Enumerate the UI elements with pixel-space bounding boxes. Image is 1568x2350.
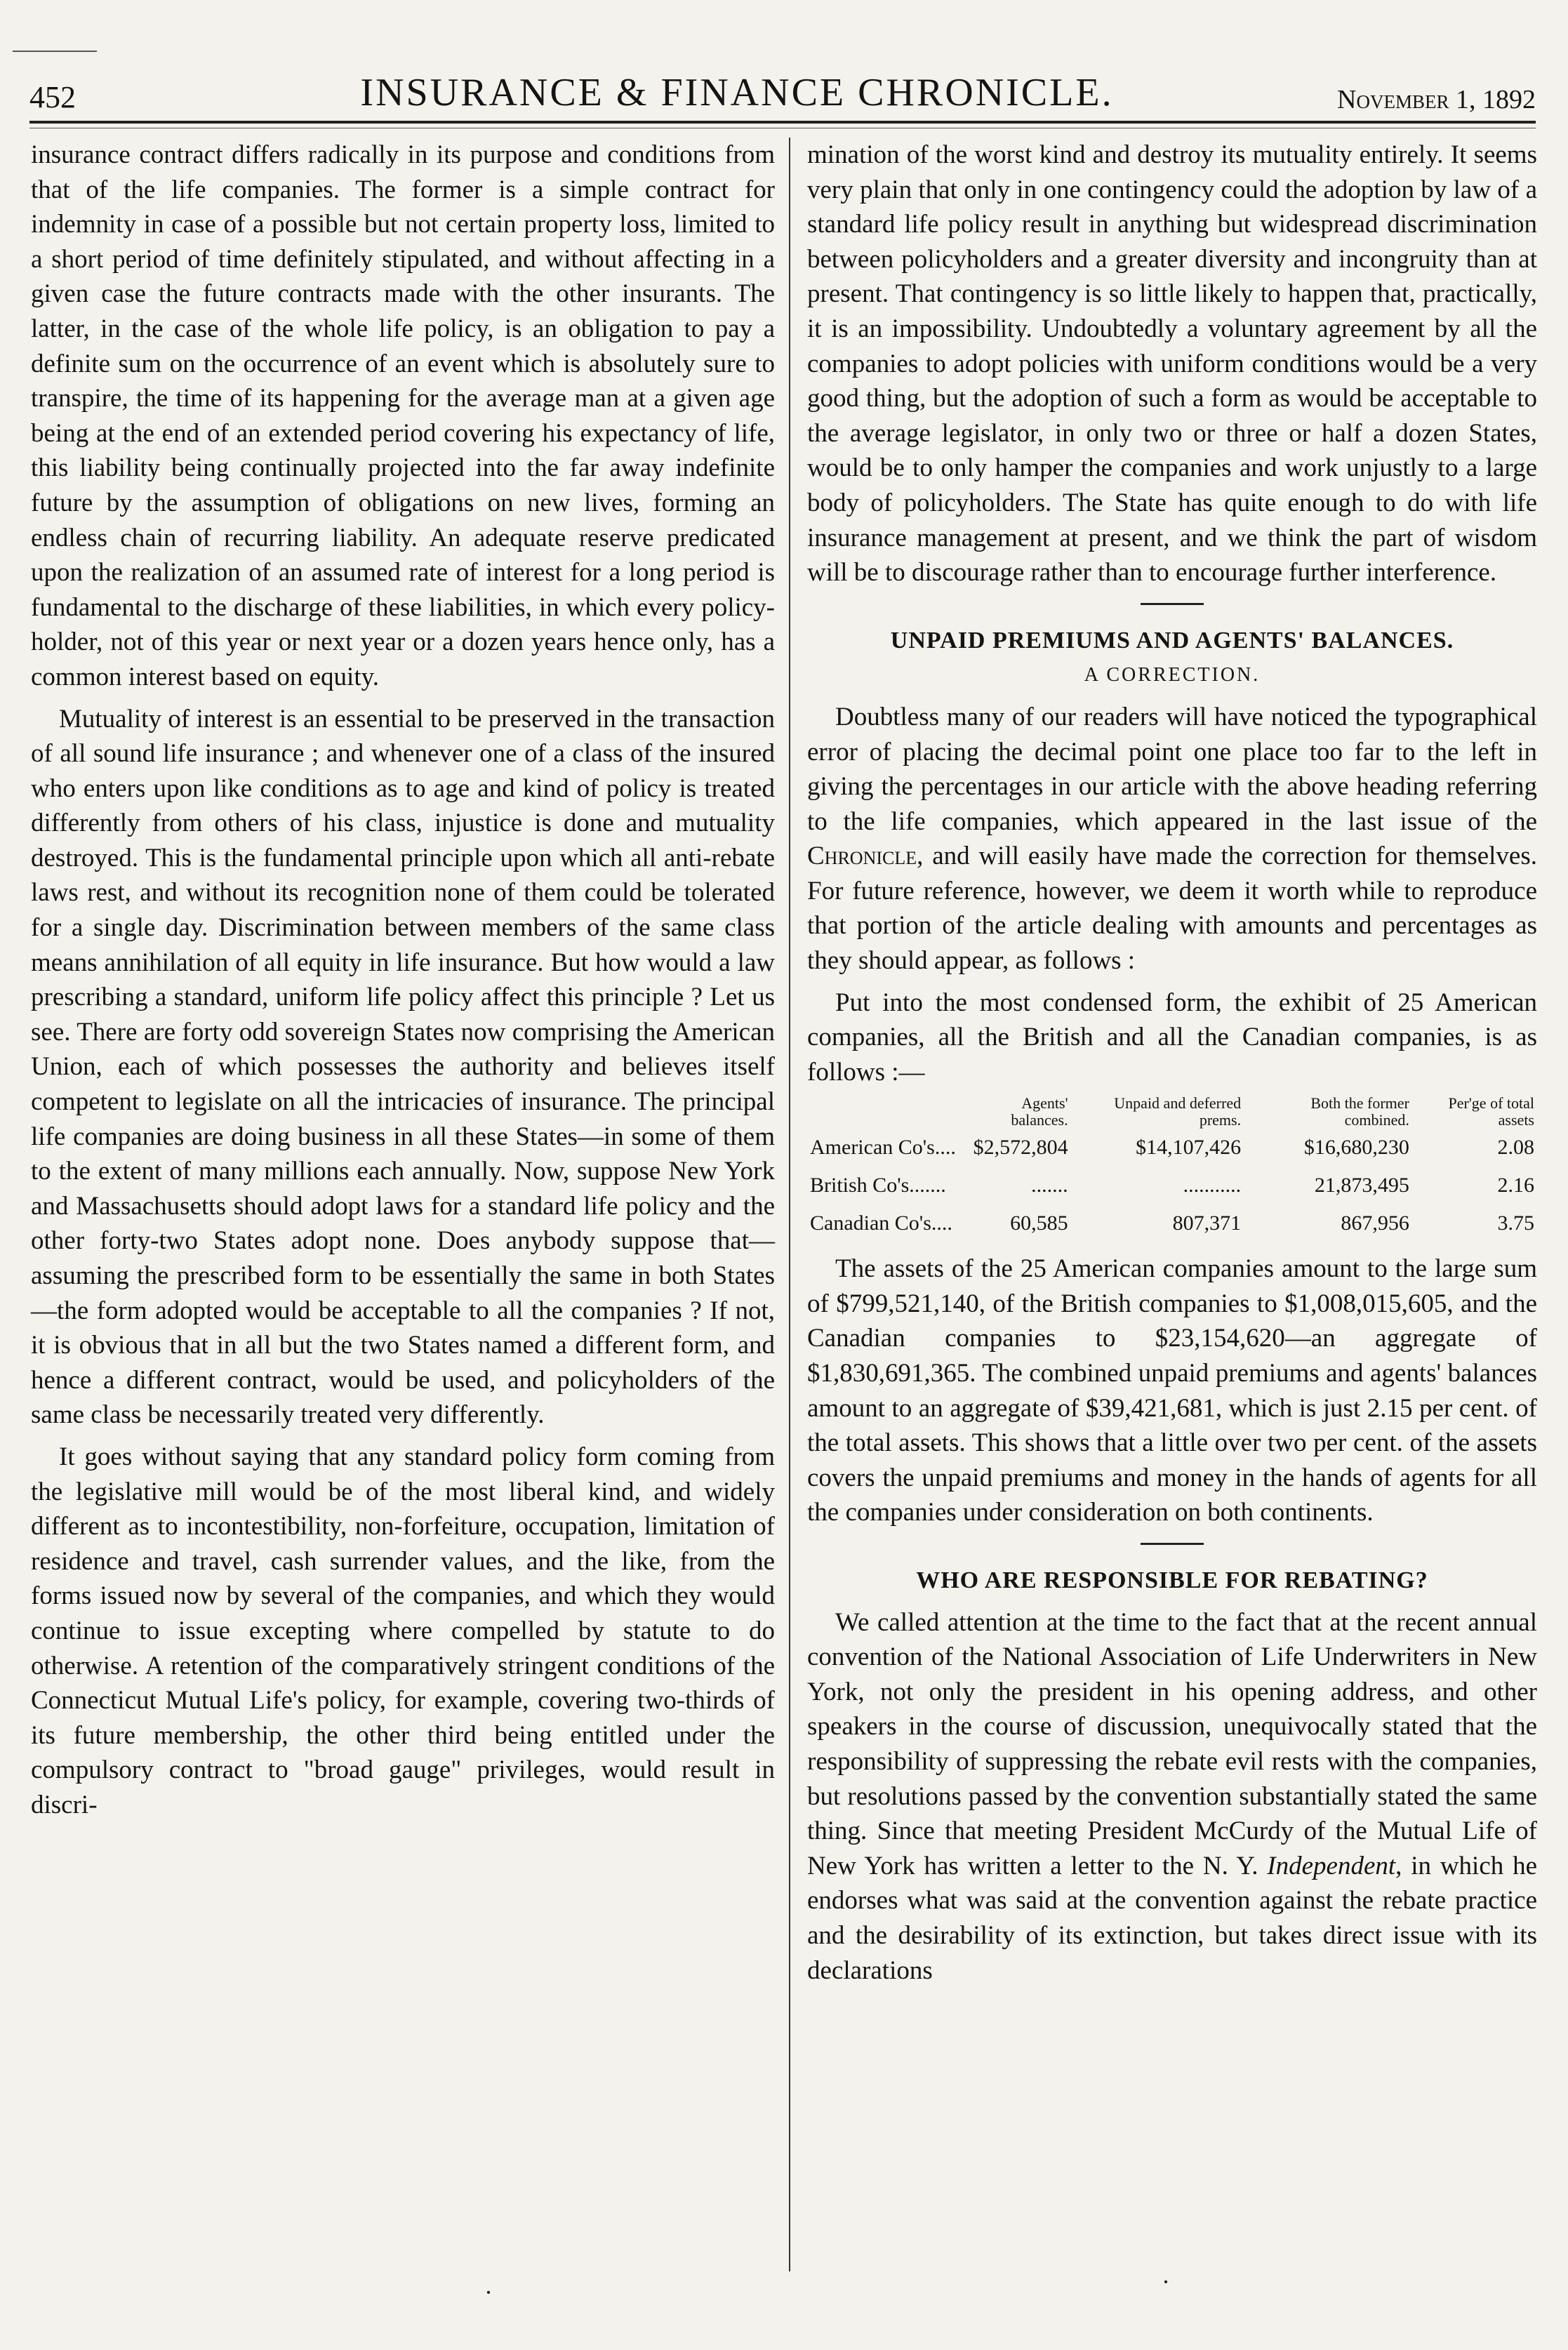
journal-title: INSURANCE & FINANCE CHRONICLE. — [360, 71, 1114, 114]
section-rule — [1141, 1543, 1204, 1545]
table-cell: 21,873,495 — [1314, 1174, 1409, 1197]
table-cell: $2,572,804 — [973, 1136, 1068, 1160]
table-header: Unpaid and deferred prems. — [1114, 1094, 1242, 1129]
table-cell: $16,680,230 — [1303, 1136, 1409, 1160]
top-edge-rule — [13, 51, 97, 52]
print-speck: · — [484, 2278, 493, 2306]
paragraph: It goes without saying that any standard policy form coming from the legislative mill would be of the most liberal kind, and widely different as to incontestibility, non-forfeiture, occupation, limitation of residence and travel, cash surrender values, and the like, from the forms issued now by several of the companies, and which they would continue to issue excepting where compelled by statute to do otherwise. A retention of the comparatively stringent conditions of the Connecticut Mutual Life's policy, for example, covering two-thirds of its future membership, the other third being entitled under the compulsory contract to "broad gauge" privileges, would result in discri- — [31, 1442, 775, 1819]
table-cell: 3.75 — [1497, 1211, 1534, 1235]
journal-name: Chronicle — [807, 842, 917, 871]
table-cell: 60,585 — [1010, 1211, 1068, 1235]
paragraph: insurance contract differs radically in its purpose and conditions from that of the life companies. The former is a simple contract for indemnity in case of a possible but not certain property loss, limited to a short period of time definitely stipulated, and without affecting in a given case the future contracts made with the other insurants. The latter, in the case of the whole life policy, is an obligation to pay a definite sum on the occurrence of an event which is absolutely sure to transpire, the time of its happening for the average man at a given age being at the end of an extended period covering his expectancy of life, this liability being continually projected into the far away indefinite future by the assumption of obligations on new lives, forming an endless chain of recurring liability. An adequate reserve predicated upon the realization of an assumed rate of interest for a long period is fundamental to the discharge of these liabilities, in which every policy-holder, not of this year or next year or a dozen years hence only, has a common interest based on equity. — [31, 140, 775, 691]
table-header — [807, 1095, 959, 1129]
paragraph: Put into the most condensed form, the exhibit of 25 American companies, all the British and all the Canadian companies, is as follows :— — [807, 988, 1537, 1087]
column-divider — [789, 138, 790, 2271]
header-rule-thick — [29, 121, 1536, 124]
section-subheading-correction: A CORRECTION. — [1084, 664, 1261, 686]
table-cell: 807,371 — [1172, 1211, 1242, 1235]
left-column — [31, 138, 775, 1823]
paragraph: The assets of the 25 American companies amount to the large sum of $799,521,140, of the British companies to $1,008,015,605, and the Canadian companies to $23,154,620—an aggregate of $1,830,691,365. The combined unpaid premiums and agents' balances amount to an aggregate of $39,421,681, which is just 2.15 per cent. of the total assets. This shows that a little over two per cent. of the assets covers the unpaid premiums and money in the hands of agents for all the companies under consideration on both continents. — [807, 1254, 1537, 1527]
table-row — [807, 1167, 1537, 1204]
table-cell: British Co's....... — [810, 1174, 946, 1197]
newspaper-name: Independent — [1267, 1851, 1396, 1880]
table-cell: $14,107,426 — [1136, 1136, 1242, 1160]
issue-date: November 1, 1892 — [1337, 85, 1536, 114]
table-header: Agents' balances. — [1011, 1094, 1068, 1129]
table-row — [807, 1204, 1537, 1242]
print-speck: · — [1162, 2268, 1170, 2296]
exhibit-table — [807, 1095, 1537, 1242]
table-cell: 2.16 — [1497, 1174, 1534, 1197]
table-cell: ........... — [1183, 1174, 1242, 1197]
page-header — [29, 59, 1536, 115]
paragraph-continuation: mination of the worst kind and destroy its mutuality entirely. It seems very plain that only in one contingency could the adoption by law of a standard life policy result in anything but widespread discrimination between policyholders and a greater diversity and incongruity than at present. That contingency is so little likely to happen that, practically, it is an impossibility. Undoubtedly a voluntary agreement by all the companies to adopt policies with uniform conditions would be a very good thing, but the adoption of such a form as would be acceptable to the average legislator, in only two or three or half a dozen States, would be to only hamper the companies and work unjustly to a large body of policyholders. The State has quite enough to do with life insurance management at present, and we think the part of wisdom will be to discourage rather than to encourage further interference. — [807, 140, 1537, 588]
table-row — [807, 1129, 1537, 1167]
paragraph: Mutuality of interest is an essential to be preserved in the transaction of all sound life insurance ; and whenever one of a class of the insured who enters upon like conditions as to age and kind of policy is treated differently from others of his class, injustice is done and mutuality destroyed. This is the fundamental principle upon which all anti-rebate laws rest, and without its recognition none of them could be tolerated for a single day. Discrimination between members of the same class means annihilation of all equity in life insurance. But how would a law prescribing a standard, uniform life policy affect this principle ? Let us see. There are forty odd sovereign States now comprising the American Union, each of which possesses the authority and believes itself competent to legislate on all the intricacies of insurance. The principal life companies are doing business in all these States—in some of them to the extent of many millions each annually. Now, suppose New York and Massachusetts should adopt laws for a standard life policy and the other forty-two States adopt none. Does anybody suppose that—assuming the prescribed form to be essentially the same in both States—the form adopted would be acceptable to all the companies ? If not, it is obvious that in all but the two States named a different form, and hence a different contract, would be used, and policyholders of the same class be necessarily treated very differently. — [31, 704, 775, 1430]
table-cell: 2.08 — [1497, 1136, 1534, 1160]
table-cell: American Co's.... — [810, 1136, 956, 1160]
table-cell: 867,956 — [1341, 1211, 1409, 1235]
table-header: Both the former combined. — [1310, 1094, 1409, 1129]
text: Doubtless many of our readers will have noticed the typographical error of placing the decimal point one place too far to the left in giving the percentages in our article with the above heading referring to the life companies, which appeared in the last issue of the — [807, 702, 1537, 836]
table-cell: ....... — [1031, 1174, 1068, 1197]
paragraph — [807, 1605, 1537, 1989]
page-number: 452 — [29, 80, 76, 114]
section-heading-rebating: WHO ARE RESPONSIBLE FOR REBATING? — [916, 1567, 1428, 1593]
paragraph — [807, 700, 1537, 978]
right-column — [807, 138, 1537, 1988]
table-cell: Canadian Co's.... — [810, 1211, 952, 1235]
section-rule — [1141, 603, 1204, 605]
section-heading-unpaid-premiums: UNPAID PREMIUMS AND AGENTS' BALANCES. — [890, 627, 1454, 653]
text: , in which he endorses what was said at the convention against the rebate practice and the desirability of its extinction, but takes direct issue with its declarations — [807, 1851, 1537, 1985]
text: We called attention at the time to the fact that at the recent annual convention of the National Association of Life Underwriters in New York, not only the president in his opening address, and other speakers in the course of discussion, unequivocally stated that the responsibility of suppressing the rebate evil rests with the companies, but resolutions passed by the convention substantially stated the same thing. Since that meeting President McCurdy of the Mutual Life of New York has written a letter to the N. Y. — [807, 1607, 1537, 1880]
table-header-row — [807, 1095, 1537, 1129]
table-header: Per'ge of total assets — [1448, 1094, 1534, 1129]
text: , and will easily have made the correction for themselves. For future reference, however, we deem it worth while to reproduce that portion of the article dealing with amounts and percentages as they should appear, as follows : — [807, 842, 1537, 976]
